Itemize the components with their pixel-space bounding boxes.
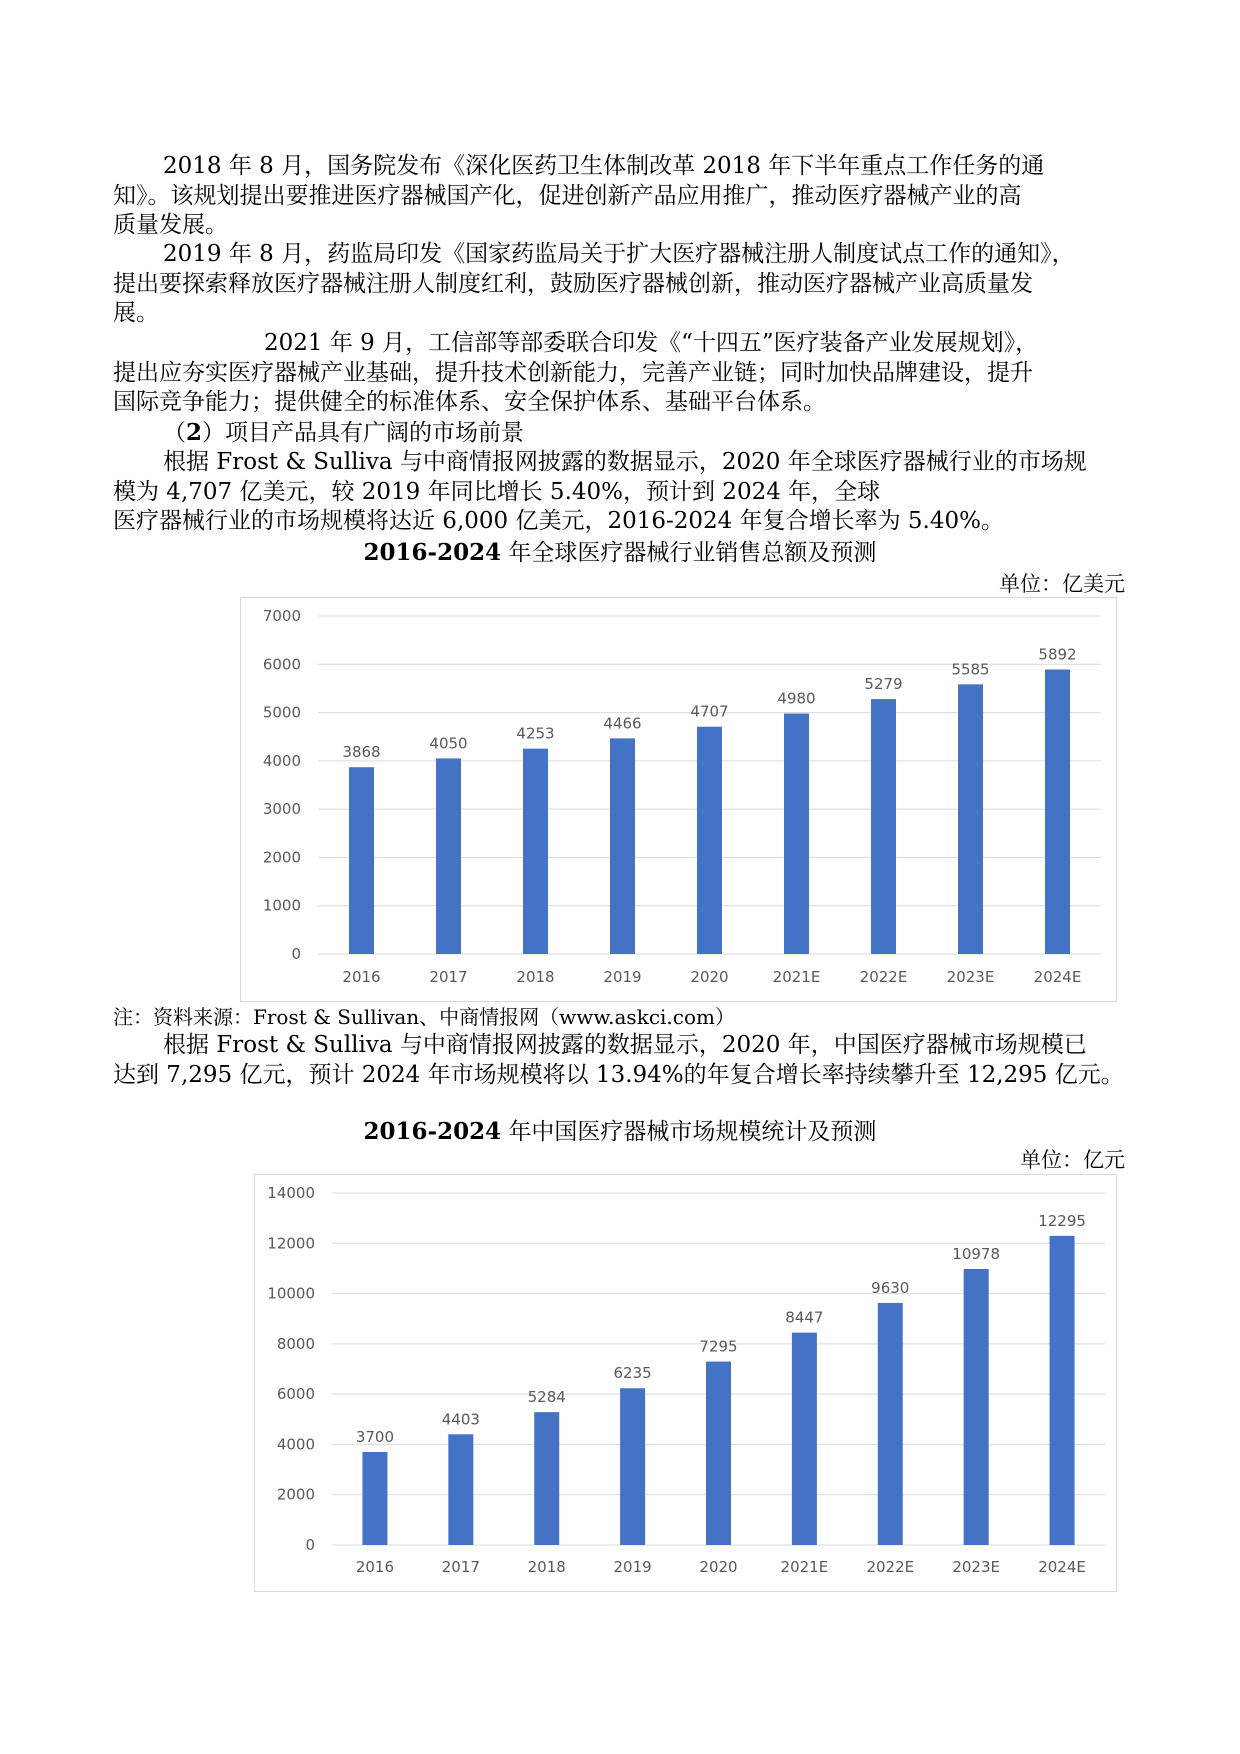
x-category-label: 2024E bbox=[1033, 968, 1082, 986]
section-heading bbox=[113, 418, 1125, 449]
y-tick-label: 6000 bbox=[276, 1385, 315, 1404]
x-category-label: 2019 bbox=[613, 1558, 652, 1576]
bar bbox=[349, 767, 374, 954]
chart1-unit: 单位：亿美元 bbox=[999, 572, 1125, 596]
bar bbox=[871, 699, 896, 954]
y-tick-label: 0 bbox=[305, 1536, 315, 1554]
text-line: 提出应夯实医疗器械产业基础，提升技术创新能力，完善产业链；同时加快品牌建设，提升 bbox=[113, 359, 1033, 386]
paragraph-2021-policy bbox=[113, 329, 1125, 418]
bar-value-label: 4707 bbox=[690, 702, 729, 721]
heading-text: ）项目产品具有广阔的市场前景 bbox=[202, 420, 525, 446]
chart2-title-years: 2016-2024 bbox=[363, 1118, 502, 1145]
y-tick-label: 3000 bbox=[262, 800, 301, 819]
y-tick-label: 12000 bbox=[267, 1234, 315, 1253]
x-category-label: 2021E bbox=[780, 1558, 829, 1576]
x-category-label: 2016 bbox=[355, 1558, 395, 1576]
heading-open-paren: （ bbox=[163, 420, 186, 446]
chart1-svg bbox=[241, 598, 1116, 1001]
y-tick-label: 10000 bbox=[267, 1284, 315, 1303]
heading-line bbox=[113, 418, 1125, 449]
y-tick-label: 7000 bbox=[262, 607, 301, 625]
bar-value-label: 5892 bbox=[1038, 645, 1077, 664]
bar-value-label: 4980 bbox=[777, 689, 816, 708]
y-tick-label: 5000 bbox=[262, 703, 301, 722]
bar-value-label: 7295 bbox=[699, 1337, 738, 1356]
text-line: 提出要探索释放医疗器械注册人制度红利，鼓励医疗器械创新，推动医疗器械产业高质量发 bbox=[113, 270, 1033, 297]
x-category-label: 2022E bbox=[866, 1558, 915, 1576]
y-tick-label: 4000 bbox=[276, 1435, 315, 1454]
y-tick-label: 2000 bbox=[262, 848, 301, 867]
chart1-title-text: 年全球医疗器械行业销售总额及预测 bbox=[501, 540, 877, 566]
bar bbox=[534, 1412, 559, 1545]
bar-value-label: 6235 bbox=[613, 1364, 652, 1383]
x-category-label: 2023E bbox=[946, 968, 995, 986]
bar-value-label: 9630 bbox=[871, 1278, 910, 1297]
bar-value-label: 12295 bbox=[1038, 1211, 1086, 1230]
bar bbox=[784, 714, 809, 954]
bar-value-label: 5279 bbox=[864, 675, 903, 694]
chart2-china-market-bar-chart bbox=[254, 1174, 1117, 1592]
bar-value-label: 4466 bbox=[603, 714, 642, 733]
heading-number: 2 bbox=[186, 419, 203, 446]
bar bbox=[1050, 1236, 1075, 1545]
text-line: 根据 Frost & Sulliva 与中商情报网披露的数据显示，2020 年，中国医疗器械市场规模已 bbox=[163, 1032, 1087, 1058]
chart2-title-text: 年中国医疗器械市场规模统计及预测 bbox=[501, 1119, 877, 1145]
paragraph-china-market bbox=[113, 1031, 1125, 1090]
x-category-label: 2018 bbox=[516, 968, 555, 986]
text-line: 展。 bbox=[113, 300, 159, 326]
bar-value-label: 8447 bbox=[785, 1308, 824, 1327]
bar bbox=[964, 1269, 989, 1545]
y-tick-label: 6000 bbox=[262, 655, 301, 674]
text-line: 知》。该规划提出要推进医疗器械国产化，促进创新产品应用推广，推动医疗器械产业的高 bbox=[113, 182, 1022, 209]
source-note: 注：资料来源：Frost & Sullivan、中商情报网（www.askci.com） bbox=[113, 1005, 735, 1029]
chart1-title bbox=[0, 538, 1240, 568]
text-line: 模为 4,707 亿美元，较 2019 年同比增长 5.40%，预计到 2024 年，全球 bbox=[113, 478, 881, 505]
text-line: 2021 年 9 月，工信部等部委联合印发《“十四五”医疗装备产业发展规划》， bbox=[264, 330, 1039, 356]
y-tick-label: 2000 bbox=[276, 1485, 315, 1504]
x-category-label: 2019 bbox=[603, 968, 642, 986]
bar bbox=[697, 727, 722, 954]
x-category-label: 2020 bbox=[690, 968, 729, 986]
bar bbox=[436, 758, 461, 954]
chart1-title-years: 2016-2024 bbox=[363, 539, 502, 566]
bar bbox=[792, 1333, 817, 1545]
bar bbox=[610, 738, 635, 954]
x-category-label: 2020 bbox=[699, 1558, 738, 1576]
text-line: 2018 年 8 月，国务院发布《深化医药卫生体制改革 2018 年下半年重点工作任务的通 bbox=[163, 153, 1045, 179]
x-category-label: 2024E bbox=[1038, 1558, 1086, 1576]
bar-value-label: 10978 bbox=[952, 1244, 1001, 1263]
bar bbox=[878, 1303, 903, 1545]
x-category-label: 2023E bbox=[952, 1558, 1000, 1576]
paragraph-2019-policy bbox=[113, 240, 1125, 329]
chart1-global-sales-bar-chart bbox=[240, 597, 1117, 1002]
x-category-label: 2021E bbox=[772, 968, 821, 986]
text-line: 达到 7,295 亿元，预计 2024 年市场规模将以 13.94%的年复合增长率持续攀升至 12,295 亿元。 bbox=[113, 1061, 1124, 1088]
bar-value-label: 3700 bbox=[355, 1427, 395, 1446]
y-tick-label: 1000 bbox=[262, 896, 301, 915]
bar bbox=[620, 1388, 645, 1545]
bar bbox=[1045, 670, 1070, 954]
y-tick-label: 4000 bbox=[262, 751, 301, 770]
chart2-svg bbox=[255, 1175, 1116, 1591]
text-line: 国际竞争能力；提供健全的标准体系、安全保护体系、基础平台体系。 bbox=[113, 389, 826, 415]
chart2-unit: 单位：亿元 bbox=[1020, 1148, 1125, 1172]
bar-value-label: 4050 bbox=[429, 734, 468, 753]
bar-value-label: 4253 bbox=[516, 724, 555, 743]
bar-value-label: 4403 bbox=[441, 1410, 480, 1429]
x-category-label: 2022E bbox=[859, 968, 908, 986]
paragraph-2018-policy bbox=[113, 152, 1125, 241]
text-line: 2019 年 8 月，药监局印发《国家药监局关于扩大医疗器械注册人制度试点工作的通知》， bbox=[163, 241, 1075, 267]
bar bbox=[448, 1434, 473, 1545]
x-category-label: 2017 bbox=[441, 1558, 480, 1576]
bar-value-label: 5284 bbox=[527, 1388, 566, 1407]
bar-value-label: 3868 bbox=[342, 743, 381, 762]
text-line: 质量发展。 bbox=[113, 212, 228, 238]
y-tick-label: 14000 bbox=[267, 1184, 315, 1202]
chart2-title bbox=[0, 1117, 1240, 1147]
bar bbox=[958, 684, 983, 954]
y-tick-label: 0 bbox=[291, 945, 301, 963]
bar bbox=[362, 1452, 387, 1545]
x-category-label: 2018 bbox=[527, 1558, 566, 1576]
paragraph-global-market bbox=[113, 448, 1125, 537]
y-tick-label: 8000 bbox=[276, 1334, 315, 1353]
bar bbox=[523, 749, 548, 954]
bar-value-label: 5585 bbox=[951, 660, 990, 679]
x-category-label: 2017 bbox=[429, 968, 468, 986]
x-category-label: 2016 bbox=[342, 968, 381, 986]
text-line: 根据 Frost & Sulliva 与中商情报网披露的数据显示，2020 年全球医疗器械行业的市场规 bbox=[163, 449, 1087, 475]
bar bbox=[706, 1362, 731, 1545]
text-line: 医疗器械行业的市场规模将达近 6,000 亿美元，2016-2024 年复合增长率为 5.40%。 bbox=[113, 508, 1004, 534]
